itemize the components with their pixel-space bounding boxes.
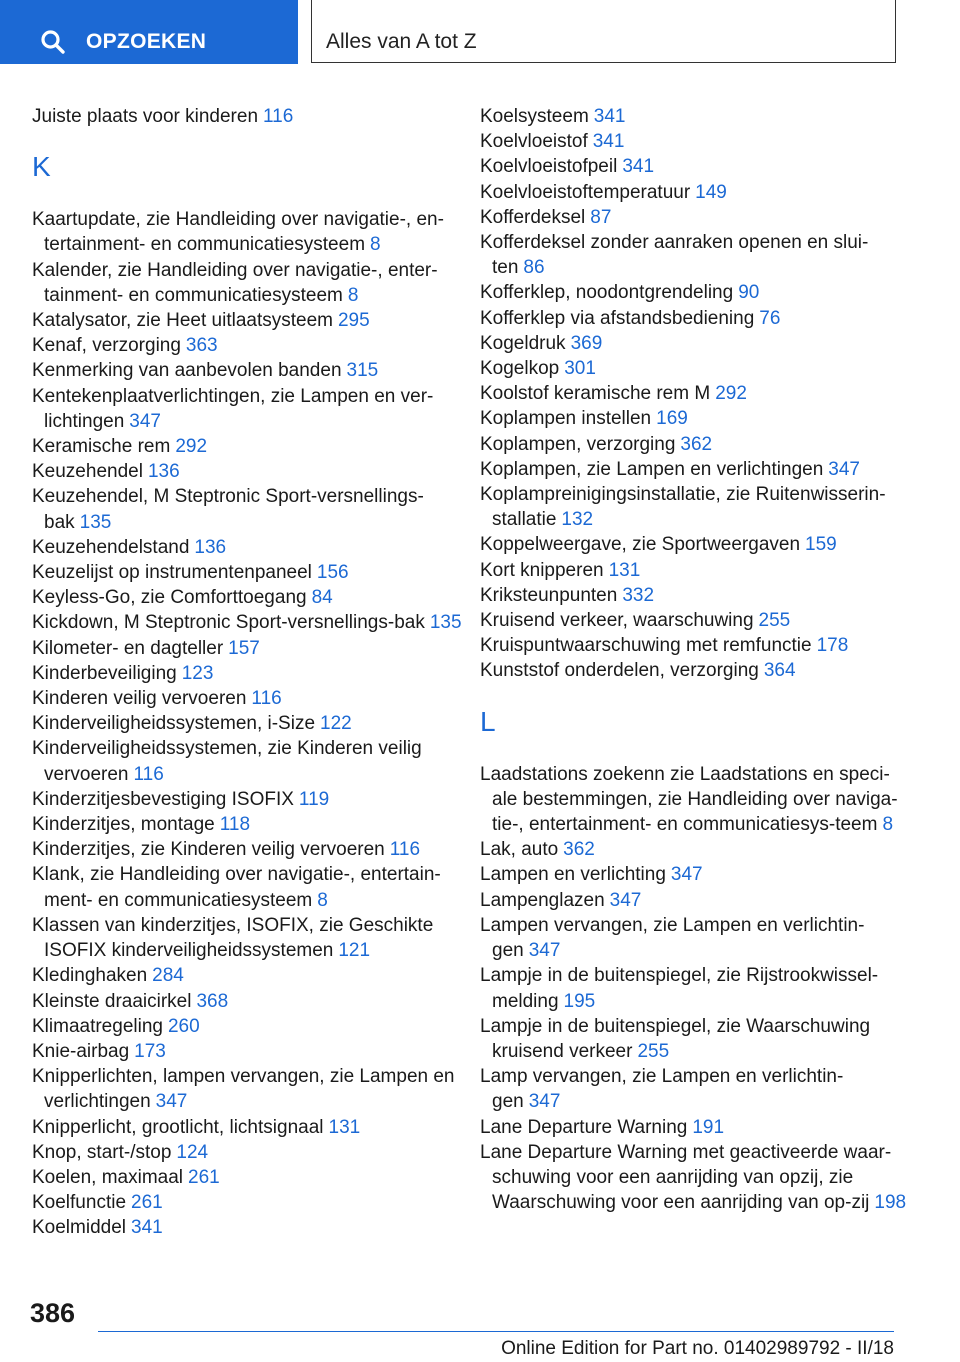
index-entry-text: Lampje in de buitenspiegel, zie Rijstrookwissel-melding <box>480 965 879 1012</box>
index-entry-text: Lampenglazen <box>480 889 605 911</box>
index-entry-text: Knipperlichten, lampen vervangen, zie Lampen en verlichtingen <box>32 1066 455 1113</box>
index-page-link[interactable]: 341 <box>131 1217 163 1239</box>
index-entry-text: Koelmiddel <box>32 1217 126 1239</box>
index-entry <box>480 558 910 583</box>
index-entry-text: Lane Departure Warning <box>480 1116 688 1138</box>
footer-edition: Online Edition for Part no. 01402989792 - II/18 <box>501 1338 894 1359</box>
index-entry-text: Kofferdeksel zonder aanraken openen en slui-ten <box>480 232 869 279</box>
index-entry-text: Lamp vervangen, zie Lampen en verlichtin-gen <box>480 1066 844 1113</box>
index-entry <box>480 762 910 838</box>
index-page-link[interactable]: 149 <box>695 181 727 203</box>
index-entry <box>480 280 910 305</box>
index-entry-text: Koplampen, zie Lampen en verlichtingen <box>480 458 824 480</box>
index-entry <box>480 1115 910 1140</box>
index-entry <box>32 610 462 635</box>
index-entry-text: Klassen van kinderzitjes, ISOFIX, zie Geschikte ISOFIX kinderveiligheidssystemen <box>32 914 434 962</box>
index-entry-text: Koppelweergave, zie Sportweergaven <box>480 534 801 556</box>
index-page-link[interactable]: 173 <box>134 1040 166 1062</box>
index-page-link[interactable]: 341 <box>592 131 625 153</box>
index-entry <box>480 457 910 482</box>
index-page-link[interactable]: 261 <box>131 1192 163 1214</box>
index-entry <box>32 686 462 711</box>
index-page-link[interactable]: 156 <box>316 562 349 584</box>
index-entry <box>480 913 910 963</box>
index-entry-text: Koolstof keramische rem M <box>480 383 711 405</box>
index-page-link[interactable]: 132 <box>561 509 594 531</box>
index-page-link[interactable]: 87 <box>590 206 612 228</box>
index-entry-text: Kaartupdate, zie Handleiding over navigatie-, en-tertainment- en communicatiesysteem <box>32 209 444 256</box>
index-page-link[interactable]: 123 <box>181 662 214 684</box>
index-entry-text: Kentekenplaatverlichtingen, zie Lampen en ver-lichtingen <box>32 385 434 432</box>
index-entry <box>32 104 462 129</box>
index-column-right <box>480 104 910 1215</box>
index-entry-text: Kinderen veilig vervoeren <box>32 688 247 710</box>
index-entry-text: Kort knipperen <box>480 559 604 581</box>
index-entry <box>480 205 910 230</box>
index-entry <box>32 484 462 534</box>
index-entry-text: Koelvloeistof <box>480 131 588 153</box>
index-entry <box>32 258 462 308</box>
index-entry-text: Kilometer- en dagteller <box>32 637 224 659</box>
index-entry <box>480 583 910 608</box>
index-page-link[interactable]: 116 <box>133 763 164 785</box>
index-entry-text: Kinderzitjes, zie Kinderen veilig vervoeren <box>32 839 385 861</box>
index-entry-text: Kledinghaken <box>32 965 148 987</box>
index-entry-text: Kenaf, verzorging <box>32 335 181 357</box>
index-page-link[interactable]: 255 <box>758 610 791 632</box>
index-page-link[interactable]: 347 <box>528 940 561 962</box>
index-entry <box>32 736 462 786</box>
index-entry-text: Kofferdeksel <box>480 206 586 228</box>
index-entry <box>480 180 910 205</box>
index-entry <box>32 560 462 585</box>
index-entry-text: Katalysator, zie Heet uitlaatsysteem <box>32 310 333 332</box>
index-entry <box>480 963 910 1013</box>
index-page-link[interactable]: 295 <box>337 310 370 332</box>
index-entry <box>32 207 462 257</box>
index-entry <box>480 356 910 381</box>
index-entry-text: Knie-airbag <box>32 1040 130 1062</box>
index-entry <box>480 129 910 154</box>
index-entry-text: Keuzelijst op instrumentenpaneel <box>32 562 312 584</box>
index-entry <box>480 482 910 532</box>
index-page-link[interactable]: 362 <box>680 433 713 455</box>
index-entry-text: Keuzehendel <box>32 461 143 483</box>
index-entry <box>32 711 462 736</box>
index-letter-heading: K <box>32 151 51 183</box>
index-entry-text: Laadstations zoekenn zie Laadstations en speci-ale bestemmingen, zie Handleiding over naviga-tie-, entertainment- en communicatiesys-teem <box>480 763 898 836</box>
index-entry-text: Lane Departure Warning met geactiveerde waar-schuwing voor een aanrijding van opzij, zie Waarschuwing voor een aanrijding van op-zij <box>480 1141 892 1214</box>
index-page-link[interactable]: 131 <box>608 559 641 581</box>
index-page-link[interactable]: 341 <box>593 106 626 127</box>
index-entry-text: Keuzehendel, M Steptronic Sport-versnellings-bak <box>32 486 424 533</box>
index-page-link[interactable]: 136 <box>194 536 227 558</box>
index-entry-text: Kinderzitjes, montage <box>32 814 215 836</box>
index-page-link[interactable]: 136 <box>147 461 180 483</box>
index-page-link[interactable]: 191 <box>692 1116 725 1138</box>
index-entry <box>480 837 910 862</box>
index-entry <box>32 1165 462 1190</box>
index-entry <box>32 661 462 686</box>
index-entry <box>480 104 910 129</box>
index-page-link[interactable]: 363 <box>185 335 218 357</box>
index-entry <box>32 1215 462 1240</box>
index-entry <box>32 787 462 812</box>
index-entry <box>480 862 910 887</box>
index-page-link[interactable]: 332 <box>622 584 655 606</box>
index-page-link[interactable]: 169 <box>656 408 688 430</box>
index-entry-text: Keramische rem <box>32 436 171 458</box>
index-entry <box>480 1140 910 1216</box>
index-entry-text: Knipperlicht, grootlicht, lichtsignaal <box>32 1116 324 1138</box>
index-entry-text: Knop, start-/stop <box>32 1141 172 1163</box>
index-page-link[interactable]: 292 <box>715 383 747 405</box>
index-page-link[interactable]: 121 <box>338 940 371 962</box>
index-page-link[interactable]: 284 <box>152 965 184 987</box>
index-entry <box>480 888 910 913</box>
index-page-link[interactable]: 260 <box>167 1015 200 1037</box>
index-entry-text: Koelvloeistoftemperatuur <box>480 181 691 203</box>
index-page-link[interactable]: 347 <box>155 1091 188 1113</box>
index-page-link[interactable]: 8 <box>370 234 381 256</box>
index-entry <box>32 535 462 560</box>
index-page-link[interactable]: 86 <box>523 257 545 279</box>
index-entry-text: Koelen, maximaal <box>32 1166 184 1188</box>
index-page-link[interactable]: 347 <box>609 889 642 911</box>
index-entry <box>32 459 462 484</box>
footer-divider <box>98 1331 894 1332</box>
index-entry-text: Kogeldruk <box>480 332 566 354</box>
index-entry-text: Koelfunctie <box>32 1192 127 1214</box>
index-page-link[interactable]: 178 <box>816 635 849 657</box>
index-page-link[interactable]: 347 <box>828 458 860 480</box>
a-to-z-tab[interactable] <box>311 0 896 63</box>
index-entry-text: Koplampen, verzorging <box>480 433 676 455</box>
index-entry <box>480 230 910 280</box>
index-entry-text: Kruisend verkeer, waarschuwing <box>480 610 754 632</box>
index-entry-text: Keuzehendelstand <box>32 536 190 558</box>
index-entry <box>32 913 462 963</box>
index-entry-text: Juiste plaats voor kinderen <box>32 106 259 127</box>
index-entry <box>32 1014 462 1039</box>
index-entry-text: Lak, auto <box>480 839 559 861</box>
index-entry-text: Kriksteunpunten <box>480 584 618 606</box>
index-entry <box>32 384 462 434</box>
index-entry <box>480 633 910 658</box>
index-page-link[interactable]: 198 <box>874 1192 907 1214</box>
index-entry-text: Kinderveiligheidssystemen, i-Size <box>32 713 316 735</box>
index-entry <box>32 1140 462 1165</box>
index-entry-text: Koplampen instellen <box>480 408 652 430</box>
index-entry-text: Kruispuntwaarschuwing met remfunctie <box>480 635 812 657</box>
index-entry <box>480 658 910 683</box>
index-page-link[interactable]: 116 <box>251 688 282 710</box>
index-page-link[interactable]: 159 <box>805 534 837 556</box>
index-entry <box>32 636 462 661</box>
index-entry-text: Klimaatregeling <box>32 1015 163 1037</box>
index-page-link[interactable]: 261 <box>188 1166 220 1188</box>
index-page-link[interactable]: 368 <box>196 990 229 1012</box>
index-entry <box>32 585 462 610</box>
index-entry-text: Kofferklep via afstandsbediening <box>480 307 755 329</box>
index-page-link[interactable]: 369 <box>570 332 603 354</box>
index-entry <box>480 432 910 457</box>
index-entry <box>32 308 462 333</box>
index-entry <box>480 381 910 406</box>
index-column-left <box>32 104 462 1241</box>
index-page-link[interactable]: 90 <box>738 282 760 304</box>
index-entry-text: Kleinste draaicirkel <box>32 990 192 1012</box>
index-page-link[interactable]: 157 <box>228 637 260 659</box>
index-letter-heading: L <box>480 705 496 737</box>
index-entry-text: Lampen en verlichting <box>480 864 666 886</box>
index-page-link[interactable]: 301 <box>564 358 596 380</box>
search-icon <box>40 29 66 55</box>
index-entry-text: Kinderzitjesbevestiging ISOFIX <box>32 788 294 810</box>
index-page-link[interactable]: 135 <box>79 511 112 533</box>
index-entry <box>480 608 910 633</box>
index-page-link[interactable]: 255 <box>637 1040 670 1062</box>
index-entry <box>480 331 910 356</box>
page-number: 386 <box>30 1298 76 1328</box>
index-page-link[interactable]: 8 <box>317 889 328 911</box>
index-page-link[interactable]: 347 <box>670 864 703 886</box>
index-entry <box>32 862 462 912</box>
index-page-link[interactable]: 8 <box>347 284 359 306</box>
index-page-link[interactable]: 118 <box>219 814 251 836</box>
index-entry <box>32 1115 462 1140</box>
index-entry <box>480 306 910 331</box>
index-page-link[interactable]: 116 <box>389 839 421 861</box>
index-entry <box>480 406 910 431</box>
index-entry-text: Kogelkop <box>480 358 560 380</box>
index-entry-text: Klank, zie Handleiding over navigatie-, entertain-ment- en communicatiesysteem <box>32 864 441 911</box>
index-entry-text: Kinderbeveiliging <box>32 662 177 684</box>
index-entry <box>32 1064 462 1114</box>
index-entry-text: Kalender, zie Handleiding over navigatie-, enter-tainment- en communicatiesysteem <box>32 259 438 306</box>
index-entry-text: Lampje in de buitenspiegel, zie Waarschuwing kruisend verkeer <box>480 1015 871 1062</box>
index-entry <box>32 989 462 1014</box>
index-page-link[interactable]: 347 <box>129 410 161 432</box>
index-entry-text: Kunststof onderdelen, verzorging <box>480 660 759 682</box>
index-page-link[interactable]: 116 <box>263 106 294 127</box>
index-entry-text: Keyless-Go, zie Comforttoegang <box>32 587 307 609</box>
index-entry <box>480 1064 910 1114</box>
index-entry <box>32 333 462 358</box>
index-entry-text: Koplampreinigingsinstallatie, zie Ruitenwisserin-stallatie <box>480 484 886 531</box>
index-entry-text: Koelsysteem <box>480 106 589 127</box>
index-entry-text: Koelvloeistofpeil <box>480 156 618 178</box>
index-page-link[interactable]: 122 <box>320 713 352 735</box>
index-page-link[interactable]: 131 <box>328 1116 361 1138</box>
index-entry-text: Kinderveiligheidssystemen, zie Kinderen veilig vervoeren <box>32 738 422 785</box>
index-page-link[interactable]: 362 <box>563 839 595 861</box>
index-page-link[interactable]: 195 <box>563 990 596 1012</box>
index-entry <box>32 358 462 383</box>
index-entry-text: Kickdown, M Steptronic Sport-versnellings-bak <box>32 612 425 634</box>
index-page-link[interactable]: 135 <box>429 612 462 634</box>
index-page-link[interactable]: 8 <box>882 814 894 836</box>
a-to-z-tab-label: Alles van A tot Z <box>326 30 477 53</box>
index-entry-text: Lampen vervangen, zie Lampen en verlichtin-gen <box>480 914 865 962</box>
index-page-link[interactable]: 341 <box>622 156 655 178</box>
index-page-link[interactable]: 124 <box>176 1141 209 1163</box>
index-entry-text: Kenmerking van aanbevolen banden <box>32 360 342 382</box>
index-page-link[interactable]: 315 <box>346 360 379 382</box>
search-tab[interactable] <box>0 0 298 64</box>
index-page-link[interactable]: 347 <box>528 1091 561 1113</box>
index-entry <box>32 434 462 459</box>
index-entry <box>480 1014 910 1064</box>
index-entry <box>480 532 910 557</box>
index-entry <box>32 837 462 862</box>
index-entry <box>32 1039 462 1064</box>
index-entry-text: Kofferklep, noodontgrendeling <box>480 282 734 304</box>
index-page-link[interactable]: 292 <box>175 436 208 458</box>
search-tab-label: OPZOEKEN <box>86 30 207 53</box>
index-entry <box>32 963 462 988</box>
index-page-link[interactable]: 76 <box>759 307 781 329</box>
index-entry <box>480 154 910 179</box>
index-page-link[interactable]: 119 <box>298 788 330 810</box>
index-page-link[interactable]: 364 <box>763 660 796 682</box>
index-entry <box>32 812 462 837</box>
index-page-link[interactable]: 84 <box>311 587 333 609</box>
index-entry <box>32 1190 462 1215</box>
